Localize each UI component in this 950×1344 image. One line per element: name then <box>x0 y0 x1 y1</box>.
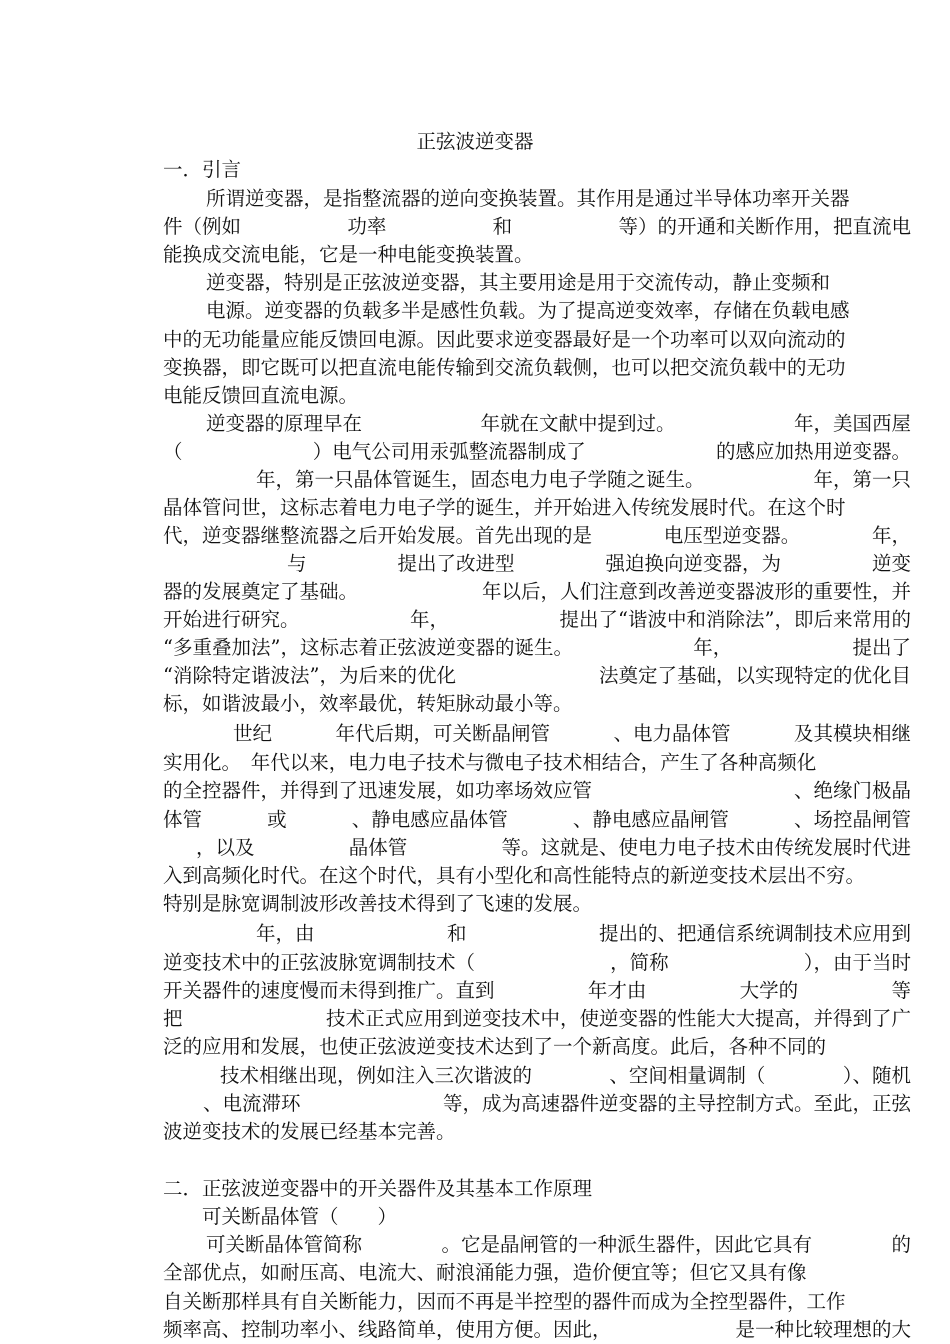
para-line: 自关断那样具有自关断能力，因而不再是半控型的器件而成为全控型器件，工作 <box>163 1290 846 1313</box>
para-line: 器的发展奠定了基础。 年以后，人们注意到改善逆变器波形的重要性，并 <box>163 580 911 603</box>
para-line: 开关器件的速度慢而未得到推广。直到 年才由 大学的 等 <box>163 979 911 1002</box>
para-line: 件（例如 功率 和 等）的开通和关断作用，把直流电 <box>163 215 911 238</box>
para-line: 波逆变技术的发展已经基本完善。 <box>163 1120 456 1143</box>
para-line: 入到高频化时代。在这个时代，具有小型化和高性能特点的新逆变技术层出不穷。 <box>163 864 866 887</box>
doc-title: 正弦波逆变器 <box>416 130 534 153</box>
para-line: 把 技术正式应用到逆变技术中，使逆变器的性能大大提高，并得到了广 <box>163 1007 911 1030</box>
para-line: “消除特定谐波法”，为后来的优化 法奠定了基础，以实现特定的优化目 <box>163 664 911 687</box>
section-heading-switching-devices: 二．正弦波逆变器中的开关器件及其基本工作原理 <box>163 1177 593 1200</box>
para-line: 逆变技术中的正弦波脉宽调制技术（ ，简称 ），由于当时 <box>163 951 911 974</box>
para-line: 世纪 年代后期，可关断晶闸管 、电力晶体管 及其模块相继 <box>233 722 911 745</box>
para-line: 体管 或 、静电感应晶体管 、静电感应晶闸管 、场控晶闸管 <box>163 808 911 831</box>
para-line: （ ）电气公司用汞弧整流器制成了 的感应加热用逆变器。 <box>163 440 911 463</box>
para-line: 特别是脉宽调制波形改善技术得到了飞速的发展。 <box>163 892 593 915</box>
para-line: 的全控器件，并得到了迅速发展，如功率场效应管 、绝缘门极晶 <box>163 779 911 802</box>
subsection-heading-gto: 可关断晶体管（ ） <box>202 1205 398 1228</box>
para-line: 标，如谐波最小，效率最优，转矩脉动最小等。 <box>163 692 573 715</box>
para-line: 电能反馈回直流电源。 <box>163 384 359 407</box>
para-line: ，以及 晶体管 等。这就是、使电力电子技术由传统发展时代进 <box>196 836 911 859</box>
para-line: 变换器，即它既可以把直流电能传输到交流负载侧，也可以把交流负载中的无功 <box>163 356 846 379</box>
para-line: “多重叠加法”，这标志着正弦波逆变器的诞生。 年， 提出了 <box>163 636 911 659</box>
para-line: 年，第一只晶体管诞生，固态电力电子学随之诞生。 年，第一只 <box>256 468 911 491</box>
para-line: 能换成交流电能，它是一种电能变换装置。 <box>163 243 534 266</box>
para-line: 开始进行研究。 年， 提出了“谐波中和消除法”，即后来常用的 <box>163 608 911 631</box>
para-line: 技术相继出现，例如注入三次谐波的 、空间相量调制（ ）、随机 <box>220 1064 911 1087</box>
para-line: 电源。逆变器的负载多半是感性负载。为了提高逆变效率，存储在负载电感 <box>206 299 850 322</box>
para-line: 、电流滞环 等，成为高速器件逆变器的主导控制方式。至此，正弦 <box>203 1092 911 1115</box>
para-line: 可关断晶体管简称 。它是晶闸管的一种派生器件，因此它具有 的 <box>206 1233 911 1256</box>
para-line: 年，由 和 提出的、把通信系统调制技术应用到 <box>256 922 911 945</box>
para-line: 频率高、控制功率小、线路简单，使用方便。因此， 是一种比较理想的大 <box>163 1318 911 1341</box>
para-line: 逆变器的原理早在 年就在文献中提到过。 年，美国西屋 <box>206 412 911 435</box>
para-line: 与 提出了改进型 强迫换向逆变器，为 逆变 <box>287 552 911 575</box>
para-line: 逆变器，特别是正弦波逆变器，其主要用途是用于交流传动，静止变频和 <box>206 271 831 294</box>
para-line: 中的无功能量应能反馈回电源。因此要求逆变器最好是一个功率可以双向流动的 <box>163 328 846 351</box>
para-line: 代，逆变器继整流器之后开始发展。首先出现的是 电压型逆变器。 年， <box>163 524 911 547</box>
para-line: 晶体管问世，这标志着电力电子学的诞生，并开始进入传统发展时代。在这个时 <box>163 496 846 519</box>
para-line: 泛的应用和发展，也使正弦波逆变技术达到了一个新高度。此后，各种不同的 <box>163 1035 827 1058</box>
section-heading-intro: 一．引言 <box>163 158 242 181</box>
para-line: 全部优点，如耐压高、电流大、耐浪涌能力强，造价便宜等；但它又具有像 <box>163 1261 807 1284</box>
para-line: 实用化。 年代以来，电力电子技术与微电子技术相结合，产生了各种高频化 <box>163 751 817 774</box>
para-line: 所谓逆变器，是指整流器的逆向变换装置。其作用是通过半导体功率开关器 <box>206 187 850 210</box>
